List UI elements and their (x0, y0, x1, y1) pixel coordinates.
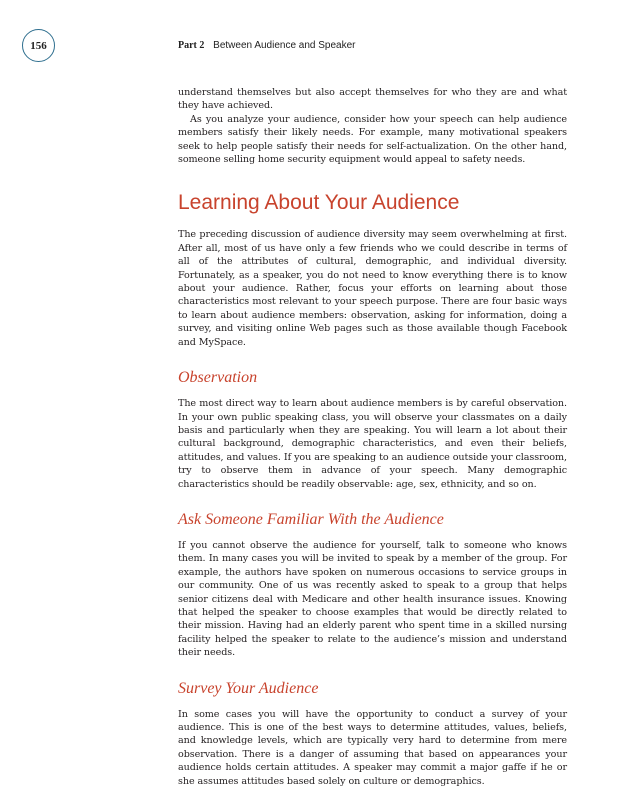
part-label: Part 2 (178, 40, 205, 51)
intro-paragraph-2: As you analyze your audience, consider how your speech can help audience members satisfy their likely needs. For example, many motivational speakers seek to help people satisfy their needs for self-actualization. On the other hand, someone selling home security equipment would appeal to safety needs. (178, 113, 567, 166)
section-heading: Learning About Your Audience (178, 191, 460, 215)
observation-heading: Observation (178, 369, 258, 387)
ask-paragraph: If you cannot observe the audience for yourself, talk to someone who knows them. In many cases you will be invited to speak by a member of the group. For example, the authors have spoken on numerous occasions to service groups in our community. One of us was recently asked to speak to a group that helps senior citizens deal with Medicare and other health insurance issues. Knowing that helped the speaker to choose examples that would be directly related to their mission. Having had an elderly parent who spent time in a skilled nursing facility helped the speaker to relate to the audience’s mission and understand their needs. (178, 539, 567, 659)
survey-paragraph: In some cases you will have the opportunity to conduct a survey of your audience. This is one of the best ways to determine attitudes, values, beliefs, and knowledge levels, which are typically very hard to determine from mere observation. There is a danger of assuming that based on appearances your audience holds certain attitudes. A speaker may commit a major gaffe if he or she assumes attitudes based solely on culture or demographics. (178, 708, 567, 787)
page-body (178, 86, 567, 788)
observation-paragraph: The most direct way to learn about audience members is by careful observation. In your own public speaking class, you will observe your classmates on a daily basis and particularly when they are speaking. You will learn a lot about their cultural background, demographic characteristics, and even their beliefs, attitudes, and values. If you are speaking to an audience outside your classroom, try to observe them in advance of your speech. Many demographic characteristics should be readily observable: age, sex, ethnicity, and so on. (178, 398, 567, 490)
section-paragraph: The preceding discussion of audience diversity may seem overwhelming at first. After all, most of us have only a few friends who we could describe in terms of all of the attributes of cultural, demographic, and individual diversity. Fortunately, as a speaker, you do not need to know everything there is to know about your audience. Rather, focus your efforts on learning about those characteristics most relevant to your speech purpose. There are four basic ways to learn about audience members: observation, asking for information, doing a survey, and visiting online Web pages such as those available though Facebook and MySpace. (178, 229, 567, 348)
running-head (178, 40, 356, 51)
part-title: Between Audience and Speaker (213, 40, 356, 51)
ask-heading: Ask Someone Familiar With the Audience (178, 510, 444, 528)
survey-heading: Survey Your Audience (178, 679, 319, 697)
page-number: 156 (22, 29, 55, 62)
intro-paragraph-1: understand themselves but also accept themselves for who they are and what they have achieved. (178, 87, 567, 112)
